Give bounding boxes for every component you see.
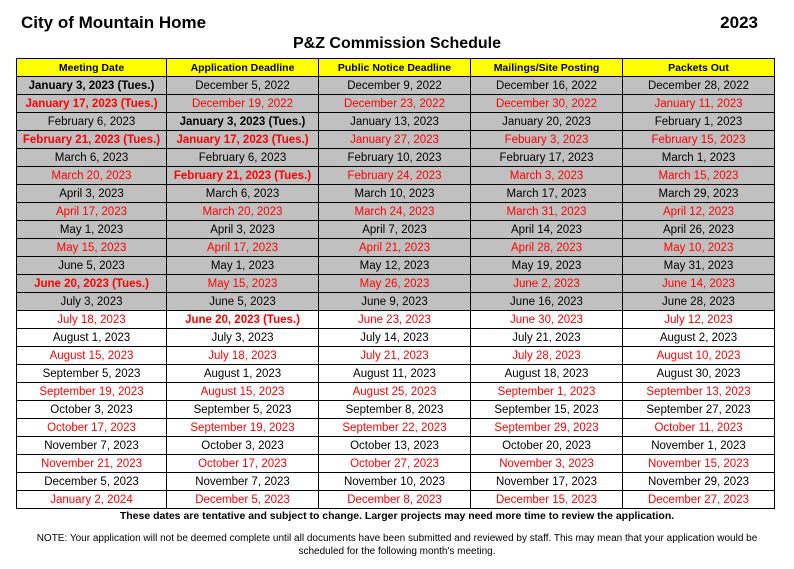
meeting-date-cell: January 3, 2023 (Tues.) (17, 77, 167, 95)
mailings-site-posting-cell: July 21, 2023 (471, 329, 623, 347)
meeting-date-cell: June 5, 2023 (17, 257, 167, 275)
application-deadline-cell: September 5, 2023 (167, 401, 319, 419)
public-notice-deadline-cell: June 23, 2023 (319, 311, 471, 329)
disclaimer-text: These dates are tentative and subject to change. Larger projects may need more time to review the application. (119, 510, 675, 522)
application-deadline-cell: February 21, 2023 (Tues.) (167, 167, 319, 185)
packets-out-cell: September 27, 2023 (623, 401, 775, 419)
meeting-date-cell: May 1, 2023 (17, 221, 167, 239)
public-notice-deadline-cell: September 8, 2023 (319, 401, 471, 419)
application-deadline-cell: March 20, 2023 (167, 203, 319, 221)
packets-out-cell: March 1, 2023 (623, 149, 775, 167)
public-notice-deadline-cell: May 12, 2023 (319, 257, 471, 275)
table-row (17, 365, 775, 383)
table-row (17, 275, 775, 293)
application-deadline-cell: July 18, 2023 (167, 347, 319, 365)
mailings-site-posting-cell: March 31, 2023 (471, 203, 623, 221)
public-notice-deadline-cell: November 10, 2023 (319, 473, 471, 491)
packets-out-cell: September 13, 2023 (623, 383, 775, 401)
mailings-site-posting-cell: April 28, 2023 (471, 239, 623, 257)
schedule-table (16, 58, 775, 509)
meeting-date-cell: March 6, 2023 (17, 149, 167, 167)
meeting-date-cell: December 5, 2023 (17, 473, 167, 491)
mailings-site-posting-cell: September 1, 2023 (471, 383, 623, 401)
application-deadline-cell: August 1, 2023 (167, 365, 319, 383)
packets-out-cell: April 26, 2023 (623, 221, 775, 239)
table-row (17, 203, 775, 221)
packets-out-cell: December 27, 2023 (623, 491, 775, 509)
public-notice-deadline-cell: May 26, 2023 (319, 275, 471, 293)
schedule-year: 2023 (720, 13, 758, 32)
application-deadline-cell: January 17, 2023 (Tues.) (167, 131, 319, 149)
packets-out-cell: February 15, 2023 (623, 131, 775, 149)
meeting-date-cell: October 17, 2023 (17, 419, 167, 437)
public-notice-deadline-cell: September 22, 2023 (319, 419, 471, 437)
meeting-date-cell: October 3, 2023 (17, 401, 167, 419)
mailings-site-posting-cell: February 17, 2023 (471, 149, 623, 167)
application-deadline-cell: October 17, 2023 (167, 455, 319, 473)
application-deadline-cell: May 15, 2023 (167, 275, 319, 293)
table-row (17, 149, 775, 167)
packets-out-cell: December 28, 2022 (623, 77, 775, 95)
mailings-site-posting-cell: Febuary 3, 2023 (471, 131, 623, 149)
mailings-site-posting-cell: December 30, 2022 (471, 95, 623, 113)
packets-out-cell: February 1, 2023 (623, 113, 775, 131)
meeting-date-cell: August 15, 2023 (17, 347, 167, 365)
document-title: P&Z Commission Schedule (292, 35, 502, 52)
meeting-date-cell: September 19, 2023 (17, 383, 167, 401)
packets-out-cell: August 2, 2023 (623, 329, 775, 347)
column-header-meeting-date: Meeting Date (17, 59, 167, 77)
column-header-application-deadline: Application Deadline (167, 59, 319, 77)
application-deadline-cell: December 5, 2023 (167, 491, 319, 509)
table-row (17, 437, 775, 455)
packets-out-cell: March 29, 2023 (623, 185, 775, 203)
meeting-date-cell: November 21, 2023 (17, 455, 167, 473)
public-notice-deadline-cell: December 23, 2022 (319, 95, 471, 113)
table-row (17, 311, 775, 329)
application-deadline-cell: February 6, 2023 (167, 149, 319, 167)
application-deadline-cell: June 20, 2023 (Tues.) (167, 311, 319, 329)
public-notice-deadline-cell: February 24, 2023 (319, 167, 471, 185)
meeting-date-cell: July 18, 2023 (17, 311, 167, 329)
public-notice-deadline-cell: July 14, 2023 (319, 329, 471, 347)
packets-out-cell: August 10, 2023 (623, 347, 775, 365)
application-deadline-cell: June 5, 2023 (167, 293, 319, 311)
mailings-site-posting-cell: March 3, 2023 (471, 167, 623, 185)
mailings-site-posting-cell: June 16, 2023 (471, 293, 623, 311)
meeting-date-cell: January 2, 2024 (17, 491, 167, 509)
table-row (17, 293, 775, 311)
public-notice-deadline-cell: August 11, 2023 (319, 365, 471, 383)
mailings-site-posting-cell: March 17, 2023 (471, 185, 623, 203)
application-deadline-cell: December 19, 2022 (167, 95, 319, 113)
meeting-date-cell: February 21, 2023 (Tues.) (17, 131, 167, 149)
packets-out-cell: April 12, 2023 (623, 203, 775, 221)
public-notice-deadline-cell: October 13, 2023 (319, 437, 471, 455)
packets-out-cell: November 15, 2023 (623, 455, 775, 473)
mailings-site-posting-cell: December 16, 2022 (471, 77, 623, 95)
table-row (17, 239, 775, 257)
application-deadline-cell: April 17, 2023 (167, 239, 319, 257)
application-deadline-cell: March 6, 2023 (167, 185, 319, 203)
meeting-date-cell: April 17, 2023 (17, 203, 167, 221)
public-notice-deadline-cell: April 7, 2023 (319, 221, 471, 239)
table-row (17, 383, 775, 401)
mailings-site-posting-cell: June 2, 2023 (471, 275, 623, 293)
public-notice-deadline-cell: June 9, 2023 (319, 293, 471, 311)
mailings-site-posting-cell: July 28, 2023 (471, 347, 623, 365)
meeting-date-cell: January 17, 2023 (Tues.) (17, 95, 167, 113)
packets-out-cell: May 31, 2023 (623, 257, 775, 275)
public-notice-deadline-cell: January 13, 2023 (319, 113, 471, 131)
table-row (17, 401, 775, 419)
public-notice-deadline-cell: October 27, 2023 (319, 455, 471, 473)
table-row (17, 491, 775, 509)
packets-out-cell: August 30, 2023 (623, 365, 775, 383)
table-row (17, 113, 775, 131)
application-deadline-cell: January 3, 2023 (Tues.) (167, 113, 319, 131)
meeting-date-cell: February 6, 2023 (17, 113, 167, 131)
note-text: NOTE: Your application will not be deemed complete until all documents have been submitted and reviewed by staff. This may mean that your application would be scheduled for the following month's meeting. (36, 533, 758, 557)
application-deadline-cell: May 1, 2023 (167, 257, 319, 275)
mailings-site-posting-cell: August 18, 2023 (471, 365, 623, 383)
table-row (17, 221, 775, 239)
table-row (17, 167, 775, 185)
meeting-date-cell: May 15, 2023 (17, 239, 167, 257)
mailings-site-posting-cell: May 19, 2023 (471, 257, 623, 275)
mailings-site-posting-cell: November 17, 2023 (471, 473, 623, 491)
packets-out-cell: November 1, 2023 (623, 437, 775, 455)
application-deadline-cell: November 7, 2023 (167, 473, 319, 491)
organization-name: City of Mountain Home (21, 13, 207, 32)
meeting-date-cell: November 7, 2023 (17, 437, 167, 455)
meeting-date-cell: March 20, 2023 (17, 167, 167, 185)
packets-out-cell: October 11, 2023 (623, 419, 775, 437)
public-notice-deadline-cell: March 10, 2023 (319, 185, 471, 203)
packets-out-cell: January 11, 2023 (623, 95, 775, 113)
mailings-site-posting-cell: September 15, 2023 (471, 401, 623, 419)
packets-out-cell: June 28, 2023 (623, 293, 775, 311)
public-notice-deadline-cell: January 27, 2023 (319, 131, 471, 149)
meeting-date-cell: September 5, 2023 (17, 365, 167, 383)
meeting-date-cell: April 3, 2023 (17, 185, 167, 203)
column-header-packets-out: Packets Out (623, 59, 775, 77)
public-notice-deadline-cell: March 24, 2023 (319, 203, 471, 221)
application-deadline-cell: October 3, 2023 (167, 437, 319, 455)
table-row (17, 419, 775, 437)
mailings-site-posting-cell: November 3, 2023 (471, 455, 623, 473)
application-deadline-cell: April 3, 2023 (167, 221, 319, 239)
packets-out-cell: July 12, 2023 (623, 311, 775, 329)
header-row (17, 59, 775, 77)
meeting-date-cell: August 1, 2023 (17, 329, 167, 347)
packets-out-cell: November 29, 2023 (623, 473, 775, 491)
public-notice-deadline-cell: February 10, 2023 (319, 149, 471, 167)
table-row (17, 473, 775, 491)
application-deadline-cell: July 3, 2023 (167, 329, 319, 347)
mailings-site-posting-cell: January 20, 2023 (471, 113, 623, 131)
table-row (17, 131, 775, 149)
mailings-site-posting-cell: June 30, 2023 (471, 311, 623, 329)
mailings-site-posting-cell: September 29, 2023 (471, 419, 623, 437)
table-row (17, 347, 775, 365)
public-notice-deadline-cell: April 21, 2023 (319, 239, 471, 257)
mailings-site-posting-cell: December 15, 2023 (471, 491, 623, 509)
meeting-date-cell: June 20, 2023 (Tues.) (17, 275, 167, 293)
application-deadline-cell: December 5, 2022 (167, 77, 319, 95)
table-row (17, 455, 775, 473)
table-row (17, 77, 775, 95)
public-notice-deadline-cell: August 25, 2023 (319, 383, 471, 401)
table-row (17, 95, 775, 113)
mailings-site-posting-cell: April 14, 2023 (471, 221, 623, 239)
table-row (17, 257, 775, 275)
application-deadline-cell: September 19, 2023 (167, 419, 319, 437)
column-header-public-notice-deadline: Public Notice Deadline (319, 59, 471, 77)
schedule-body (17, 77, 775, 509)
packets-out-cell: June 14, 2023 (623, 275, 775, 293)
application-deadline-cell: August 15, 2023 (167, 383, 319, 401)
table-row (17, 185, 775, 203)
packets-out-cell: May 10, 2023 (623, 239, 775, 257)
public-notice-deadline-cell: July 21, 2023 (319, 347, 471, 365)
table-row (17, 329, 775, 347)
meeting-date-cell: July 3, 2023 (17, 293, 167, 311)
column-header-mailings-site-posting: Mailings/Site Posting (471, 59, 623, 77)
public-notice-deadline-cell: December 9, 2022 (319, 77, 471, 95)
public-notice-deadline-cell: December 8, 2023 (319, 491, 471, 509)
mailings-site-posting-cell: October 20, 2023 (471, 437, 623, 455)
packets-out-cell: March 15, 2023 (623, 167, 775, 185)
